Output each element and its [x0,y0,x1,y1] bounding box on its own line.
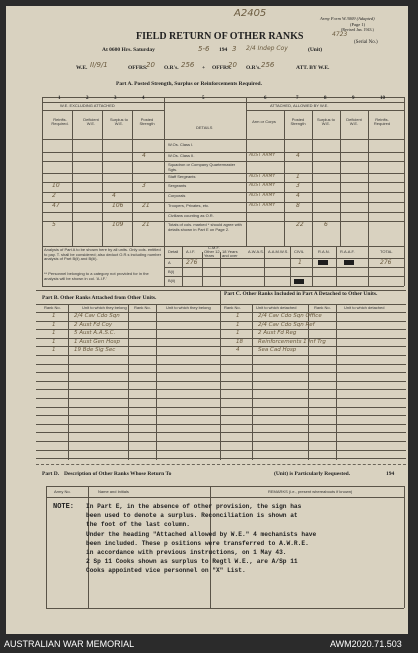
note-line: been included. These p ositions were transferred to A.W.R.E. [86,539,309,547]
analysis-rule-4 [42,286,404,287]
col-num-5: 5 [202,96,205,101]
table-top-rule [42,97,404,98]
bc-row-rule [36,372,406,373]
analysis-head-total: TOTAL [380,249,393,254]
plus-sign: + [202,65,206,71]
row-value-c7: 4 [296,192,300,199]
subhead-reinfts: Reinfts. Required. [51,117,69,126]
analysis-note: Analysis of Part A to be shown here by all units. Only cols. entitled to pay. T. shall be considered; also deduct O.R.s including number analysis of Part B(ii) and B(iii). [44,247,162,261]
row-value-c4: 4 [142,152,146,159]
serial-value: 4723 [332,31,348,38]
row-rule [42,212,404,213]
row-value-c4: 21 [142,221,150,228]
part-a-title: Part A. Posted Strength, Surplus or Reinforcements Required. [116,81,262,87]
row-rule [42,173,404,174]
analysis-civil-value: 1 [298,259,302,266]
part-b-entry-unit: 1 Aust Gen Hosp [74,338,121,345]
note-line: Cooks appointed vice personnel on "X" List. [86,567,246,575]
row-rule [42,192,404,193]
vline-d0 [46,486,47,608]
col-num-3: 3 [114,96,117,101]
footer-bar [0,636,418,653]
analysis-head-awas: A.W.A.S. [248,249,265,254]
vline-a1 [72,110,73,246]
subhead-surplus-2: Surplus to W.E. [316,117,335,126]
part-c-entry-unit: Reinforcements 1 Inf Trg [258,338,326,345]
footer-accession: AWM2020.71.503 [330,639,402,649]
row-value-c1: 2 [52,192,56,199]
part-b-col-unit: Unit to which they belong [82,305,127,310]
row-detail: Troopers, Privates, etc. [168,203,210,208]
revised-label: (Revised Jan. 1943.) [341,27,374,32]
att-by-we-label: ATT. BY W.E. [296,65,330,71]
offrs2-label: OFFRS. [212,65,232,71]
row-rule [42,182,404,183]
we-excl-header: W.E. EXCLUDING ATTACHED [60,103,115,108]
subhead-surplus: Surplus to W.E. [109,117,128,126]
part-b-entry-num: 1 [52,313,56,319]
row-value-c8: 6 [324,221,328,228]
part-d-dashed-rule [36,464,406,465]
subhead-deficient: Deficient W.E. [83,117,99,126]
ors-label: O.R's. [164,65,179,71]
bc-row-rule [36,415,406,416]
header-bottom-rule [42,139,404,140]
row-detail: W.Os. Class I. [168,142,194,147]
ors2-hand: 256 [261,61,275,69]
part-d-col-army-no: Army No. [54,489,71,494]
vline-d3 [404,486,405,608]
row-value-c7: 8 [296,202,300,209]
analysis-row-bii: B(ii) [168,278,176,283]
analysis-head-other: Other 12 Years [204,249,220,258]
row-detail: W.Os. Class II. [168,153,195,158]
row-value-c1: 47 [52,202,60,209]
details-header: DETAILS [196,125,213,130]
attached-header: ATTACHED, ALLOWED BY W.E. [270,103,329,108]
part-c-entry-num: 1 [236,321,240,328]
col-num-8: 8 [324,96,327,101]
vline-an6 [312,246,313,286]
offrs-hand: 20 [146,61,155,69]
vline-b3 [156,304,157,460]
part-c-entry-num: 1 [236,330,240,337]
form-title: FIELD RETURN OF OTHER RANKS [136,31,304,42]
part-b-entry-unit: 2 Aust Fd Coy [74,321,113,328]
vline-an3 [220,252,221,286]
part-c-col-rank2: Rank No. [314,305,331,310]
stamp-number: A2405 [234,8,267,19]
col-num-10: 10 [380,96,385,101]
row-arm: AUST ARMY [249,183,276,188]
vline-c3 [336,304,337,460]
part-b-col-rank: Rank No. [44,305,61,310]
part-d-prefix: Part D. [42,471,60,477]
col-num-7: 7 [296,96,299,101]
part-b-col-unit2: Unit to which they belong [166,305,211,310]
vline-b1 [68,304,69,460]
part-d-unit-label: (Unit) is Particularly Requested. [274,471,351,477]
row-detail: Squadron or Company Quartermaster Sgts. [168,162,236,172]
analysis-head-civil: CIVIL [294,249,305,254]
part-b-entry-unit: 19 Bde Sig Sec [74,347,116,354]
bc-row-rule [36,355,406,356]
row-arm: AUST ARMY [249,174,276,179]
subhead-reinfts-2: Reinfts. Required [373,117,391,126]
subhead-arm: Arm or Corps [252,119,276,124]
ors-hand: 256 [181,61,195,69]
col-num-9: 9 [352,96,355,101]
part-d-year: 194 [386,471,395,477]
row-detail: Sergeants [168,183,187,188]
note-line: Under the heading "Attached allowed by W.E." 4 mechanists have [86,530,317,538]
vline-a5 [246,97,247,246]
col-num-4: 4 [142,96,145,101]
note-line: 2 Sp 11 Cooks shown as surplus to Regtl W.E., are A/Sp 11 [86,558,298,566]
note-line: been used to denote a surplus. Reconciliation is shown at [86,512,298,520]
col-num-1: 1 [58,96,61,101]
part-c-entry-num: 1 [236,313,240,319]
vline-an4 [264,246,265,286]
col-num-2: 2 [86,96,89,101]
analysis-row-bi: B(i) [168,269,175,274]
row-value-c1: 10 [52,182,60,189]
vline-b2 [128,304,129,460]
part-b-entry-num: 1 [52,338,56,345]
analysis-total-value: 276 [380,259,392,266]
note-label: NOTE: [53,503,75,511]
blacked-cell-civil [294,279,304,284]
row-detail: Staff Sergeants [168,174,196,179]
part-c-entry-unit: 2/4 Cav Cdo Sqn Office [258,313,322,319]
part-b-entry-num: 1 [52,330,56,337]
blacked-cell-raaf [344,260,354,265]
part-b-entry-unit: 2/4 Cav Cdo Sqn [74,313,120,319]
analysis-head-detail: Detail [168,249,179,254]
row-value-c7: 22 [296,221,304,228]
bc-row-rule [36,450,406,451]
year-hand: 3 [232,45,237,53]
bc-row-rule [36,441,406,442]
vline-a7 [312,110,313,246]
row-value-c3: 109 [112,221,124,228]
vline-an8 [368,246,369,286]
row-value-c7: 1 [296,173,300,180]
vline-a3 [132,110,133,246]
subhead-posted-2: Posted Strength [290,117,306,126]
we-label: W.E. [76,65,88,71]
row-value-c3: 4 [112,192,116,199]
row-value-c4: 3 [142,182,146,189]
row-detail: Civilians counting as O.R. [168,213,214,218]
part-c-col-rank: Rank No. [224,305,241,310]
footer-credit: AUSTRALIAN WAR MEMORIAL [4,639,135,649]
row-value-c4: 21 [142,202,150,209]
part-b-entry-unit: 5 Aust A.A.S.C. [74,330,116,337]
part-d-col-remarks: REMARKS (i.e., present whereabouts if known) [268,489,353,494]
part-b-entry-num: 1 [52,347,56,354]
vline-a10 [404,97,405,286]
part-d-col-name: Name and Initials [98,489,129,494]
document-sheet [6,6,408,634]
we-hand: II/9/1 [90,61,108,69]
row-detail: Totals of cols. marked * should agree with details shown in Part E on Page 2. [168,222,242,232]
bc-row-rule [36,407,406,408]
unit-hand: 2/4 Indep Coy [246,45,288,52]
analysis-aif-value: 276 [186,259,198,266]
note-line: the foot of the last column. [86,521,190,529]
page-label: (Page 1) [350,22,366,27]
bc-row-rule [36,458,406,459]
vline-a6 [284,110,285,246]
bc-row-rule [36,381,406,382]
part-d-bottom-rule [46,608,404,609]
vline-c1 [252,304,253,460]
row-detail: Corporals [168,193,186,198]
analysis-head-aamws: A.A.M.W.S. [268,249,289,254]
part-b-title: Part B. Other Ranks Attached from Other Units. [42,295,157,301]
vline-an2 [202,252,203,286]
analysis-head-18: 18 Years and over [222,249,238,258]
part-d-top-rule [46,486,404,487]
vline-a9 [368,110,369,246]
vline-an5 [290,246,291,286]
at-hrs-label: At 0600 Hrs. Saturday [102,47,155,53]
vline-an1 [182,246,183,286]
part-c-col-unit: Unit to which detached [256,305,297,310]
analysis-head-raaf: R.A.A.F. [340,249,355,254]
year-prefix: 194 [219,47,228,53]
date-hand: 5-6 [198,45,210,53]
bc-row-rule [36,389,406,390]
sub-rule-left [42,110,164,111]
bc-row-rule [36,424,406,425]
serial-label: (Serial No.) [354,40,378,45]
subhead-deficient-2: Deficient W.E. [346,117,362,126]
unit-label: (Unit) [308,47,323,53]
subhead-posted: Posted Strength [139,117,155,126]
bc-row-rule [36,432,406,433]
analysis-head-ran: R.A.N. [318,249,330,254]
vline-a2 [102,110,103,246]
part-c-entry-num: 18 [236,338,243,345]
note-line: in accordance with previous instructions, on 1 May 43. [86,549,287,556]
part-c-entry-num: 4 [236,347,240,354]
part-d-head-rule [46,497,404,498]
note-line: In Part E, in the absence of other provision, the sign has [86,503,302,510]
row-value-c1: 5 [52,221,56,228]
blacked-cell-ran [318,260,328,265]
part-c-entry-unit: 2 Aust Fd Reg [258,330,297,337]
analysis-row-a: A [168,260,171,265]
vline-a8 [340,110,341,246]
row-rule [42,202,404,203]
ors2-label: O.R's. [246,65,261,71]
army-form-label: Army Form W.3009 (Adapted) [320,16,375,21]
part-d-title: Description of Other Ranks Whose Return To [64,471,172,477]
part-c-entry-unit: 2/4 Cav Cdo Sqn Ref [258,321,315,328]
row-arm: AUST ARMY [249,193,276,198]
part-c-title: Part C. Other Ranks Included in Part A Detached to Other Units. [224,291,378,297]
part-c-entry-unit: Sea Cad Hosp [258,347,297,354]
offrs-label: OFFRS. [128,65,148,71]
part-b-entry-num: 1 [52,321,56,328]
analysis-head-cmf: C.M.F. [208,245,220,250]
row-arm: AUST ARMY [249,203,276,208]
part-bc-divider [220,290,221,460]
row-arm: AUST ARMY [249,153,276,158]
analysis-note-2: ** Personnel belonging to a category not provided for in the analysis will be shown in col. 'A.I.F.' [44,271,149,281]
offrs2-hand: 20 [228,61,237,69]
bc-row-rule [36,364,406,365]
part-c-col-unit2: Unit to which detached [344,305,385,310]
part-b-col-rank2: Rank No. [134,305,151,310]
bc-row-rule [36,398,406,399]
row-value-c3: 106 [112,202,124,209]
row-value-c7: 3 [296,182,300,189]
vline-an7 [336,246,337,286]
col-num-6: 6 [264,96,267,101]
row-value-c7: 4 [296,152,300,159]
analysis-head-aif: A.I.F. [186,249,196,254]
sub-rule-right [246,110,404,111]
row-rule [42,152,404,153]
